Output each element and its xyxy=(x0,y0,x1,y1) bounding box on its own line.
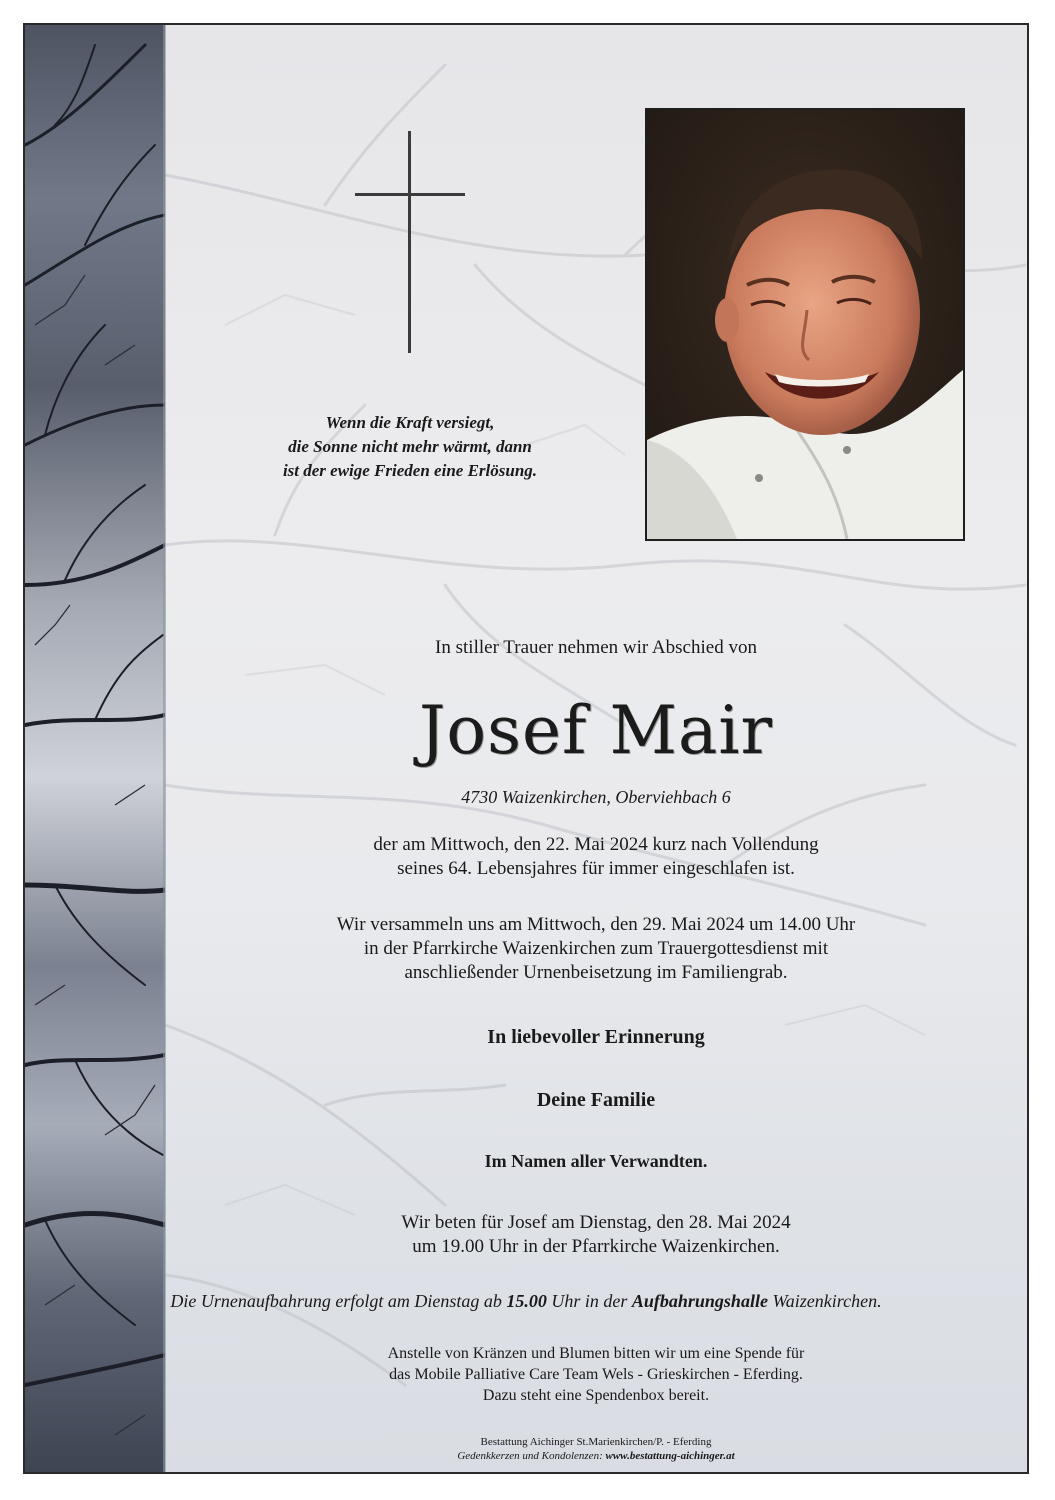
funeral-line: Wir versammeln uns am Mittwoch, den 29. Mai 2024 um 14.00 Uhr xyxy=(336,914,856,935)
funeral-line: anschließender Urnenbeisetzung im Familiengrab. xyxy=(404,962,788,983)
urn-hall: Aufbahrungshalle xyxy=(631,1291,768,1311)
deceased-address: 4730 Waizenkirchen, Oberviehbach 6 xyxy=(461,787,731,807)
urn-text: Die Urnenaufbahrung erfolgt am Dienstag ab xyxy=(170,1291,507,1311)
left-photo-strip xyxy=(25,25,165,1472)
death-notice-line: der am Mittwoch, den 22. Mai 2024 kurz nach Vollendung xyxy=(373,834,819,855)
memorial-quote xyxy=(215,411,605,483)
death-notice-line: seines 64. Lebensjahres für immer eingeschlafen ist. xyxy=(397,858,795,879)
donation-request xyxy=(165,1343,1027,1406)
family-line: Deine Familie xyxy=(536,1089,656,1111)
urn-time: 15.00 xyxy=(506,1291,547,1311)
urn-viewing-info xyxy=(25,1291,1027,1312)
urn-text: Uhr in der xyxy=(546,1291,632,1311)
intro-line: In stiller Trauer nehmen wir Abschied von xyxy=(435,637,757,658)
portrait-photo xyxy=(645,108,965,541)
quote-line: ist der ewige Frieden eine Erlösung. xyxy=(282,461,538,480)
death-notice xyxy=(165,833,1027,881)
memory-line: In liebevoller Erinnerung xyxy=(487,1026,705,1048)
relatives-line: Im Namen aller Verwandten. xyxy=(484,1151,708,1171)
donation-line: das Mobile Palliative Care Team Wels - Grieskirchen - Eferding. xyxy=(389,1366,803,1383)
quote-line: die Sonne nicht mehr wärmt, dann xyxy=(288,437,532,456)
condolence-label: Gedenkkerzen und Kondolenzen: xyxy=(457,1450,606,1462)
obituary-card xyxy=(23,23,1029,1474)
donation-line: Dazu steht eine Spendenbox bereit. xyxy=(482,1387,710,1404)
urn-text: Waizenkirchen. xyxy=(767,1291,882,1311)
prayer-line: um 19.00 Uhr in der Pfarrkirche Waizenkirchen. xyxy=(412,1236,780,1257)
deceased-name: Josef Mair xyxy=(418,692,774,769)
condolence-footer xyxy=(165,1450,1027,1462)
donation-line: Anstelle von Kränzen und Blumen bitten wir um eine Spende für xyxy=(387,1345,805,1362)
bare-branches-illustration xyxy=(25,25,165,1472)
funeral-info xyxy=(165,913,1027,985)
prayer-info xyxy=(165,1211,1027,1259)
funeral-line: in der Pfarrkirche Waizenkirchen zum Trauergottesdienst mit xyxy=(363,938,829,959)
funeral-home: Bestattung Aichinger St.Marienkirchen/P. - Eferding xyxy=(480,1436,712,1448)
website-link[interactable]: www.bestattung-aichinger.at xyxy=(605,1450,735,1462)
prayer-line: Wir beten für Josef am Dienstag, den 28. Mai 2024 xyxy=(401,1212,791,1233)
quote-line: Wenn die Kraft versiegt, xyxy=(325,413,495,432)
